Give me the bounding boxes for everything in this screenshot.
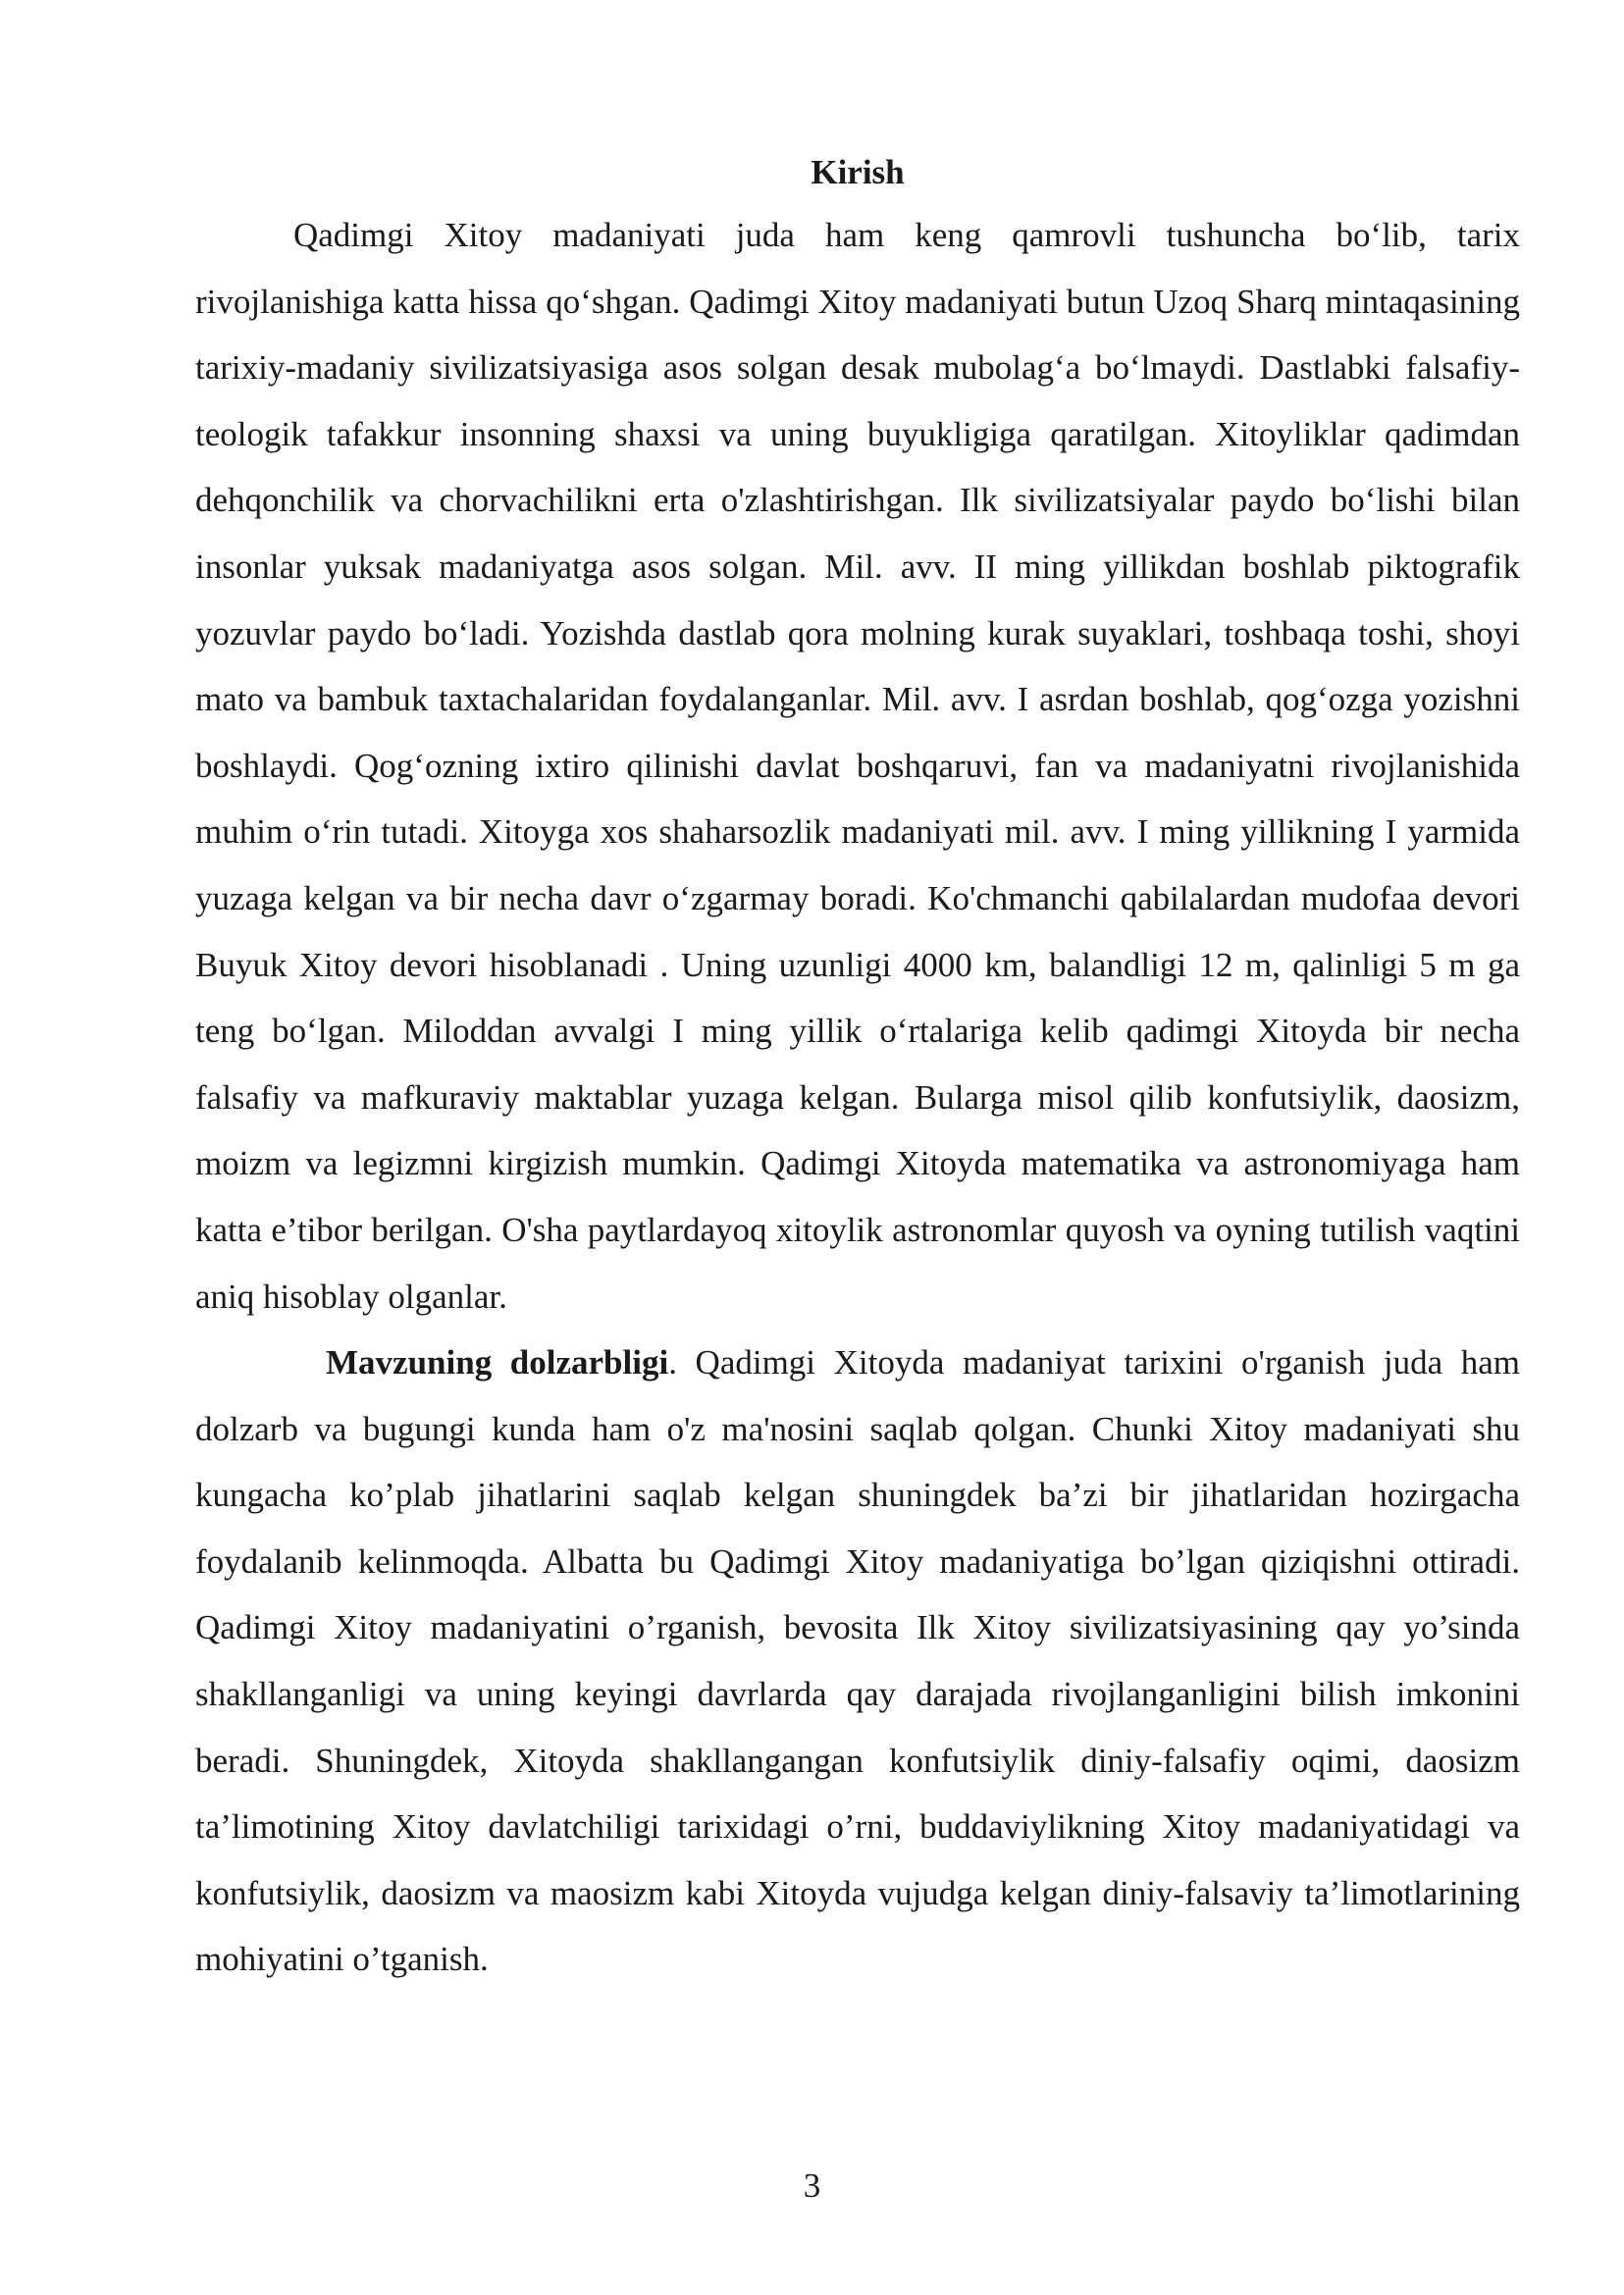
relevance-lead: Mavzuning dolzarbligi	[326, 1343, 669, 1382]
page-content	[195, 143, 1520, 1993]
relevance-paragraph	[195, 1330, 1520, 1993]
page-number: 3	[803, 2166, 821, 2205]
intro-paragraph: Qadimgi Xitoy madaniyati juda ham keng qamrovli tushuncha bo‘lib, tarix rivojlanishiga katta hissa qo‘shgan. Qadimgi Xitoy madaniyati butun Uzoq Sharq mintaqasining tarixiy-madaniy sivilizatsiyasiga asos solgan desak mubolag‘a bo‘lmaydi. Dastlabki falsafiy-teologik tafakkur insonning shaxsi va uning buyukligiga qaratilgan. Xitoyliklar qadimdan dehqonchilik va chorvachilikni erta o'zlashtirishgan. Ilk sivilizatsiyalar paydo bo‘lishi bilan insonlar yuksak madaniyatga asos solgan. Mil. avv. II ming yillikdan boshlab piktografik yozuvlar paydo bo‘ladi. Yozishda dastlab qora molning kurak suyaklari, toshbaqa toshi, shoyi mato va bambuk taxtachalaridan foydalanganlar. Mil. avv. I asrdan boshlab, qog‘ozga yozishni boshlaydi. Qog‘ozning ixtiro qilinishi davlat boshqaruvi, fan va madaniyatni rivojlanishida muhim o‘rin tutadi. Xitoyga xos shaharsozlik madaniyati mil. avv. I ming yillikning I yarmida yuzaga kelgan va bir necha davr o‘zgarmay boradi. Ko'chmanchi qabilalardan mudofaa devori Buyuk Xitoy devori hisoblanadi . Uning uzunligi 4000 km, balandligi 12 m, qalinligi 5 m ga teng bo‘lgan. Miloddan avvalgi I ming yillik o‘rtalariga kelib qadimgi Xitoyda bir necha falsafiy va mafkuraviy maktablar yuzaga kelgan. Bularga misol qilib konfutsiylik, daosizm, moizm va legizmni kirgizish mumkin. Qadimgi Xitoyda matematika va astronomiyaga ham katta e’tibor berilgan. O'sha paytlardayoq xitoylik astronomlar quyosh va oyning tutilish vaqtini aniq hisoblay olganlar.	[195, 216, 1520, 1316]
relevance-body: . Qadimgi Xitoyda madaniyat tarixini o'rganish juda ham dolzarb va bugungi kunda ham o'z ma'nosini saqlab qolgan. Chunki Xitoy madaniyati shu kungacha ko’plab jihatlarini saqlab kelgan shuningdek ba’zi bir jihatlaridan hozirgacha foydalanib kelinmoqda. Albatta bu Qadimgi Xitoy madaniyatiga bo’lgan qiziqishni ottiradi. Qadimgi Xitoy madaniyatini o’rganish, bevosita Ilk Xitoy sivilizatsiyasining qay yo’sinda shakllanganligi va uning keyingi davrlarda qay darajada rivojlanganligini bilish imkonini beradi. Shuningdek, Xitoyda shakllangangan konfutsiylik diniy-falsafiy oqimi, daosizm ta’limotining Xitoy davlatchiligi tarixidagi o’rni, buddaviylikning Xitoy madaniyatidagi va konfutsiylik, daosizm va maosizm kabi Xitoyda vujudga kelgan diniy-falsaviy ta’limotlarining mohiyatini o’tganish.	[195, 1343, 1520, 1979]
section-heading: Kirish	[811, 153, 905, 191]
